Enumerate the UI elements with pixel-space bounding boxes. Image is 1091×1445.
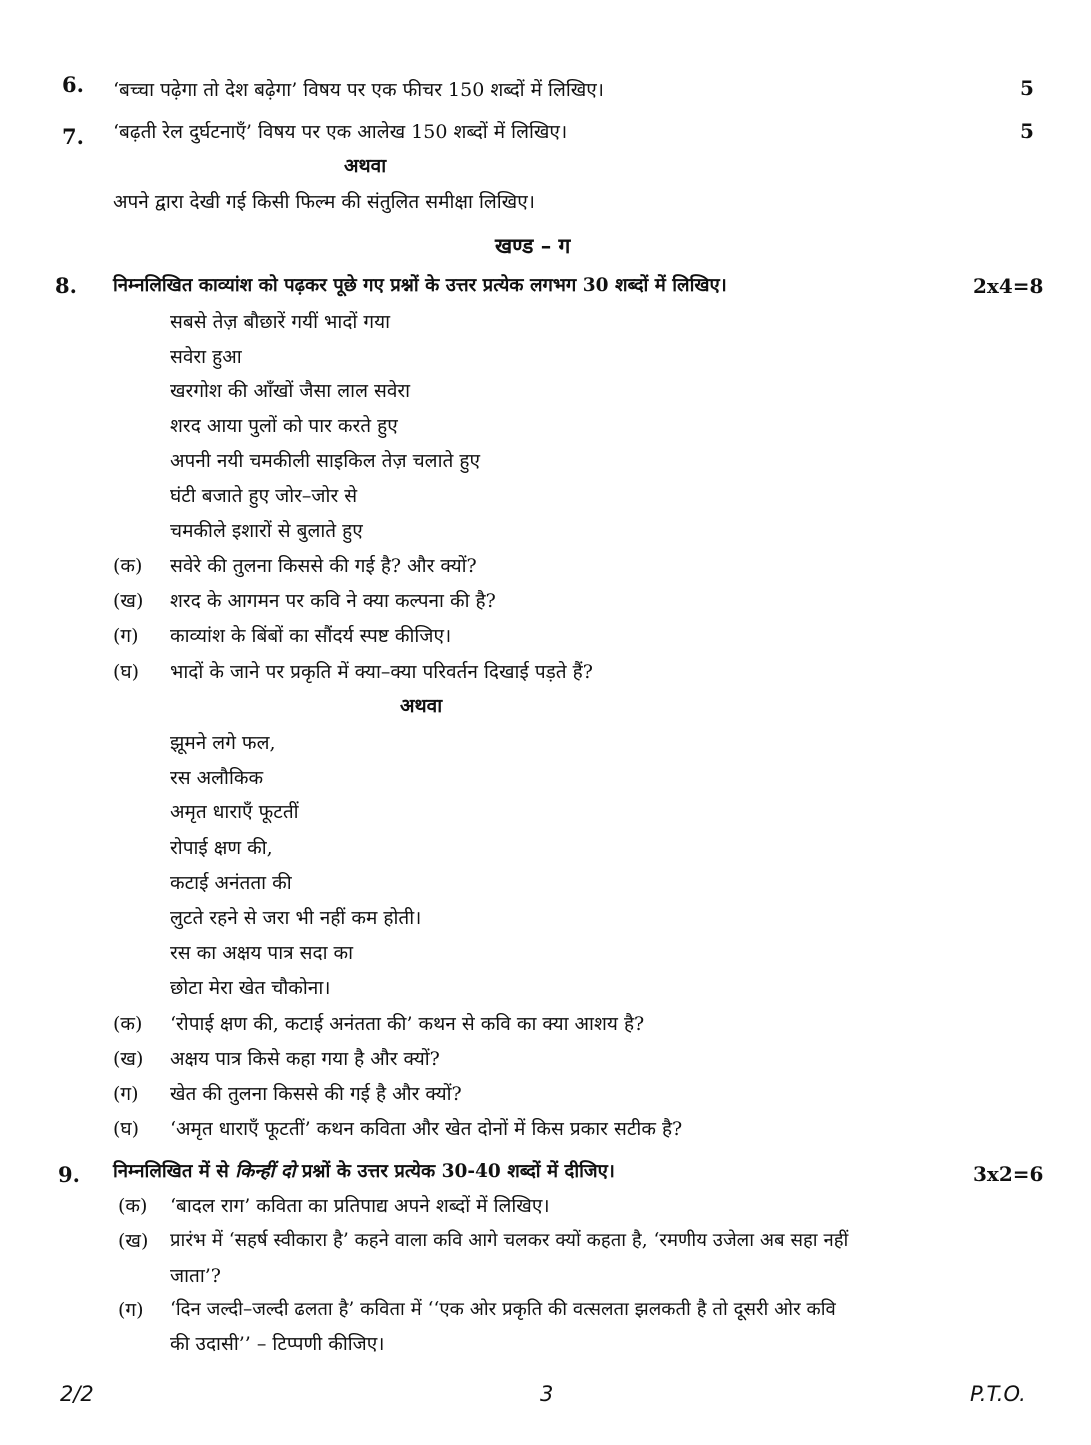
poem-line: शरद आया पुलों को पार करते हुए xyxy=(170,415,398,437)
question-text-part: निम्नलिखित में से xyxy=(113,1161,236,1182)
paper-code: 2/2 xyxy=(60,1382,94,1406)
question-marks: 3x2=6 xyxy=(973,1162,1044,1186)
poem-line: अपनी नयी चमकीली साइकिल तेज़ चलाते हुए xyxy=(170,450,480,472)
question-marks: 2x4=8 xyxy=(973,274,1044,298)
question-text: निम्नलिखित काव्यांश को पढ़कर पूछे गए प्रश्नों के उत्तर प्रत्येक लगभग 30 शब्दों में लिखिए। xyxy=(113,275,727,296)
sub-question-label: (ख) xyxy=(113,1048,144,1070)
sub-question-text-cont: की उदासी’’ – टिप्पणी कीजिए। xyxy=(170,1333,385,1355)
poem-line: खरगोश की आँखों जैसा लाल सवेरा xyxy=(170,380,411,402)
question-number: 7. xyxy=(62,124,84,149)
page-number: 3 xyxy=(540,1382,554,1406)
poem-line: अमृत धाराएँ फूटतीं xyxy=(170,801,299,823)
sub-question-label: (घ) xyxy=(113,661,140,683)
sub-question-text: सवेरे की तुलना किससे की गई है? और क्यों? xyxy=(170,555,477,577)
sub-question-text: काव्यांश के बिंबों का सौंदर्य स्पष्ट कीजिए। xyxy=(170,625,452,647)
poem-line: झूमने लगे फल, xyxy=(170,732,276,754)
poem-line: सबसे तेज़ बौछारें गयीं भादों गया xyxy=(170,311,391,333)
question-text-emphasis: किन्हीं दो xyxy=(235,1161,296,1182)
pto-note: P.T.O. xyxy=(970,1382,1026,1406)
sub-question-label: (क) xyxy=(113,555,143,577)
sub-question-text: प्रारंभ में ‘सहर्ष स्वीकारा है’ कहने वाला कवि आगे चलकर क्यों कहता है, ‘रमणीय उजेला अब सहा नहीं xyxy=(170,1230,849,1251)
question-alt-text: अपने द्वारा देखी गई किसी फिल्म की संतुलित समीक्षा लिखिए। xyxy=(113,191,535,213)
poem-line: सवेरा हुआ xyxy=(170,346,242,368)
or-divider: अथवा xyxy=(344,155,387,177)
poem-line: रस का अक्षय पात्र सदा का xyxy=(170,942,354,964)
poem-line: रस अलौकिक xyxy=(170,767,264,789)
poem-line: कटाई अनंतता की xyxy=(170,872,292,894)
sub-question-text: ‘दिन जल्दी–जल्दी ढलता है’ कविता में ‘‘एक ओर प्रकृति की वत्सलता झलकती है तो दूसरी ओर कवि xyxy=(170,1299,836,1320)
section-title: खण्ड – ग xyxy=(495,233,571,258)
or-divider: अथवा xyxy=(400,695,443,717)
sub-question-text: शरद के आगमन पर कवि ने क्या कल्पना की है? xyxy=(170,590,496,612)
poem-line: घंटी बजाते हुए जोर–जोर से xyxy=(170,485,358,507)
sub-question-text: खेत की तुलना किससे की गई है और क्यों? xyxy=(170,1083,462,1105)
sub-question-text: ‘बादल राग’ कविता का प्रतिपाद्य अपने शब्दों में लिखिए। xyxy=(170,1195,550,1217)
question-text: ‘बच्चा पढ़ेगा तो देश बढ़ेगा’ विषय पर एक फीचर 150 शब्दों में लिखिए। xyxy=(113,79,604,101)
sub-question-label: (ग) xyxy=(113,1083,139,1105)
sub-question-label: (क) xyxy=(113,1013,143,1035)
sub-question-label: (ग) xyxy=(113,625,139,647)
question-number: 6. xyxy=(62,72,84,97)
sub-question-text: ‘रोपाई क्षण की, कटाई अनंतता की’ कथन से कवि का क्या आशय है? xyxy=(170,1013,645,1035)
sub-question-text: ‘अमृत धाराएँ फूटतीं’ कथन कविता और खेत दोनों में किस प्रकार सटीक है? xyxy=(170,1118,683,1140)
question-text-part: प्रश्नों के उत्तर प्रत्येक 30-40 शब्दों में दीजिए। xyxy=(295,1161,615,1182)
sub-question-label: (घ) xyxy=(113,1118,140,1140)
question-marks: 5 xyxy=(1020,119,1034,143)
poem-line: लुटते रहने से जरा भी नहीं कम होती। xyxy=(170,907,422,929)
sub-question-label: (ख) xyxy=(118,1230,149,1252)
sub-question-label: (ख) xyxy=(113,590,144,612)
sub-question-text-cont: जाता’? xyxy=(170,1265,221,1287)
question-number: 8. xyxy=(55,273,77,298)
poem-line: चमकीले इशारों से बुलाते हुए xyxy=(170,520,363,542)
poem-line: छोटा मेरा खेत चौकोना। xyxy=(170,977,331,999)
question-text xyxy=(113,1158,615,1183)
question-number: 9. xyxy=(58,1162,80,1187)
sub-question-label: (ग) xyxy=(118,1299,144,1321)
sub-question-text: भादों के जाने पर प्रकृति में क्या–क्या परिवर्तन दिखाई पड़ते हैं? xyxy=(170,661,593,683)
sub-question-label: (क) xyxy=(118,1195,148,1217)
poem-line: रोपाई क्षण की, xyxy=(170,837,273,859)
sub-question-text: अक्षय पात्र किसे कहा गया है और क्यों? xyxy=(170,1048,440,1070)
question-text: ‘बढ़ती रेल दुर्घटनाएँ’ विषय पर एक आलेख 150 शब्दों में लिखिए। xyxy=(113,121,568,143)
question-marks: 5 xyxy=(1020,76,1034,100)
